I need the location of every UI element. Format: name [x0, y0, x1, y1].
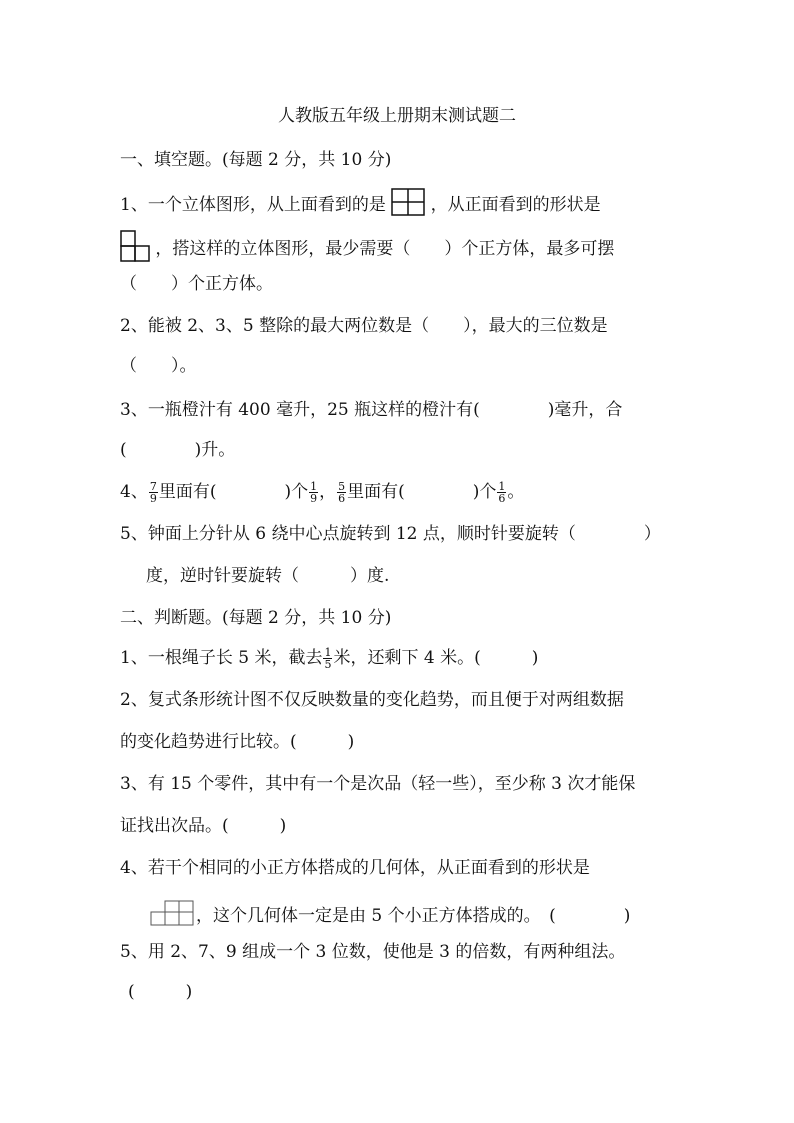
s2-q3-line1: 3、有 15 个零件，其中有一个是次品（轻一些），至少称 3 次才能保 [120, 774, 636, 794]
s2-q4-text-b: ，这个几何体一定是由 5 个小正方体搭成的。 ( ) [196, 906, 631, 926]
s1-q1-text-c: ，搭这样的立体图形，最少需要（ ）个正方体，最多可摆 [155, 239, 615, 259]
s2-q2-line1: 2、复式条形统计图不仅反映数量的变化趋势，而且便于对两组数据 [120, 690, 624, 710]
s1-q4-prefix: 4、 [120, 482, 148, 502]
s1-q1-line2 [120, 230, 614, 269]
s1-q2-line2: （ ）。 [120, 356, 197, 376]
s1-q1-text-b: ，从正面看到的形状是 [430, 195, 601, 215]
fraction-1-5: $\frac{1}{5}$ [324, 646, 332, 671]
fraction-1-6: $\frac{1}{6}$ [498, 480, 506, 505]
s2-q4-line2 [150, 900, 630, 933]
s1-q4-line [120, 480, 524, 504]
s1-q4-mid1: 里面有( )个 [158, 482, 309, 502]
fraction-5-6: $\frac{5}{6}$ [338, 480, 346, 505]
s2-q2-line2: 的变化趋势进行比较。( ) [120, 732, 355, 752]
fraction-7-9: $\frac{7}{9}$ [149, 480, 157, 505]
s1-q3-line1: 3、一瓶橙汁有 400 毫升，25 瓶这样的橙汁有( )毫升，合 [120, 400, 623, 420]
s1-q4-mid2: 里面有( )个 [347, 482, 497, 502]
front-view-shape-icon [150, 900, 196, 933]
s2-q1-text-b: 米，还剩下 4 米。( ) [333, 648, 539, 668]
s1-q1-text-a: 1、一个立体图形，从上面看到的是 [120, 195, 386, 215]
s2-q4-line1: 4、若干个相同的小正方体搭成的几何体，从正面看到的形状是 [120, 858, 590, 878]
page-title: 人教版五年级上册期末测试题二 [278, 106, 516, 126]
section1-heading: 一、填空题。(每题 2 分，共 10 分) [120, 150, 392, 170]
front-view-figure-icon [120, 230, 150, 269]
s2-q5-line1: 5、用 2、7、9 组成一个 3 位数，使他是 3 的倍数，有两种组法。 [120, 942, 626, 962]
top-view-figure-icon [391, 188, 425, 223]
s2-q1-line [120, 646, 538, 670]
s1-q4-end: 。 [507, 482, 525, 502]
s1-q1-line3: （ ）个正方体。 [120, 274, 273, 294]
s1-q1-line1 [120, 188, 601, 223]
s1-q4-sep: ， [319, 482, 337, 502]
fraction-1-9: $\frac{1}{9}$ [310, 480, 318, 505]
s2-q1-text-a: 1、一根绳子长 5 米，截去 [120, 648, 323, 668]
s1-q2-line1: 2、能被 2、3、5 整除的最大两位数是（ ），最大的三位数是 [120, 316, 608, 336]
s1-q5-line2: 度，逆时针要旋转（ ）度. [146, 566, 390, 586]
s2-q3-line2: 证找出次品。( ) [120, 816, 287, 836]
s2-q5-line2: ( ) [128, 982, 193, 1002]
s1-q5-line1: 5、钟面上分针从 6 绕中心点旋转到 12 点，顺时针要旋转（ ） [120, 524, 661, 544]
s1-q3-line2: ( )升。 [120, 440, 236, 460]
section2-heading: 二、判断题。(每题 2 分，共 10 分) [120, 608, 392, 628]
